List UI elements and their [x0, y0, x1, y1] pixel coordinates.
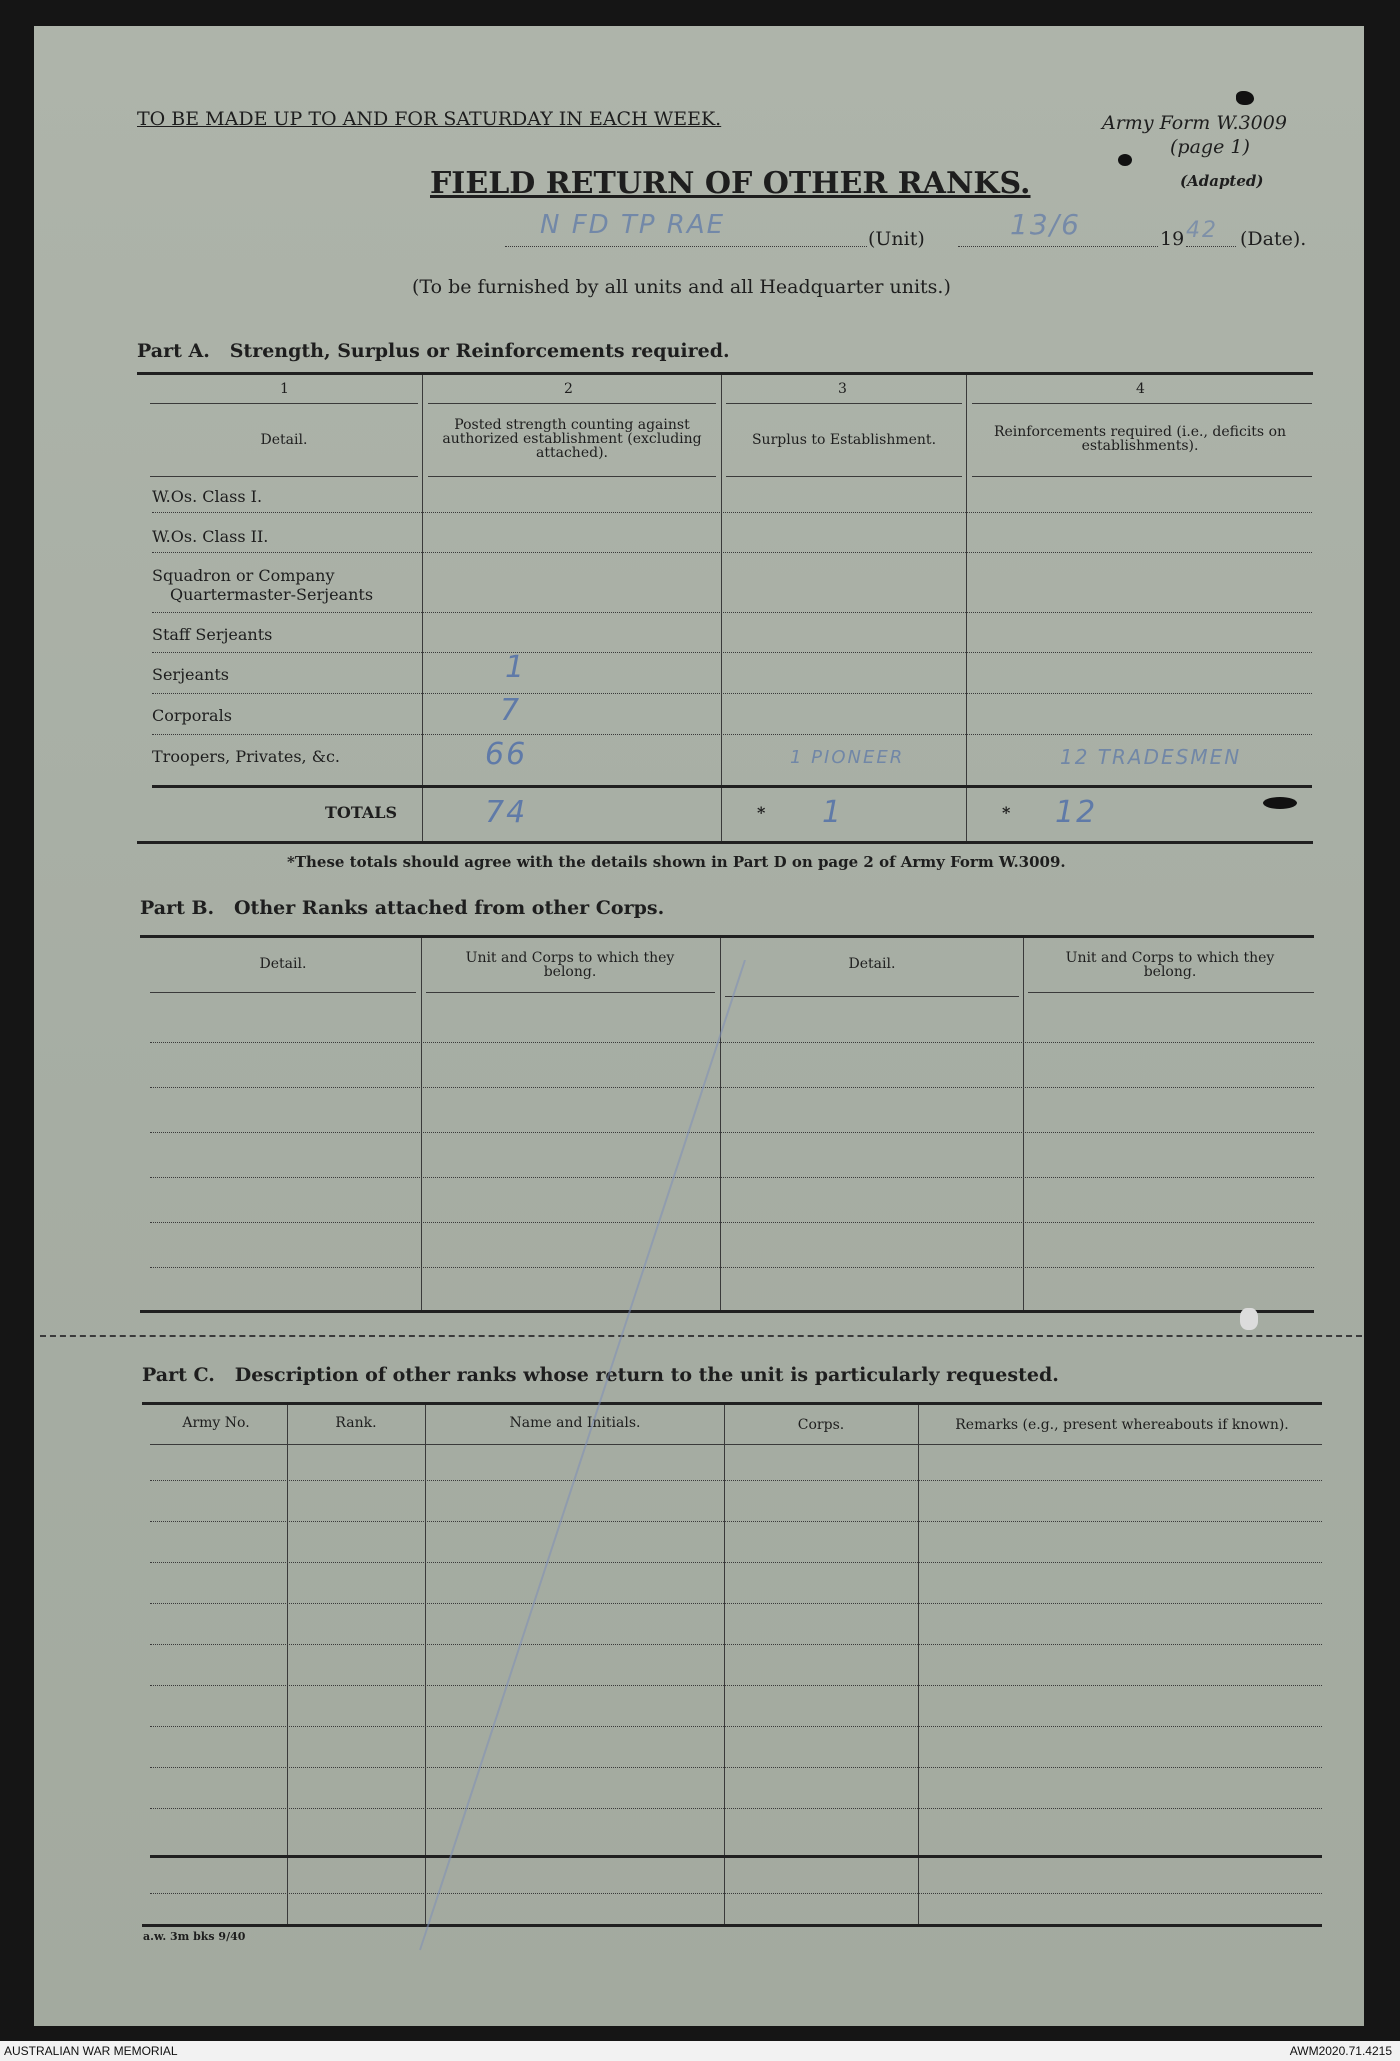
part-a-note: *These totals should agree with the details shown in Part D on page 2 of Army Form W.3009. [287, 853, 1066, 871]
ink-blot [1236, 91, 1254, 105]
posted-serjeants: 1 [505, 650, 527, 685]
part-b-heading: Part B. Other Ranks attached from other Corps. [140, 897, 665, 919]
year-dotted-line [1186, 246, 1236, 247]
part-c-col-line-4 [918, 1405, 919, 1925]
part-a-colnum-rule-2 [428, 403, 716, 404]
part-c-header-army-no: Army No. [182, 1415, 250, 1431]
part-a-row-rule [152, 693, 1312, 694]
adapted-label: (Adapted) [1180, 172, 1264, 190]
part-c-header-corps: Corps. [797, 1417, 845, 1433]
part-a-header-rule-1 [150, 476, 418, 477]
part-a-row-rule [152, 734, 1312, 735]
part-b-top-rule [140, 935, 1314, 938]
part-a-top-rule [137, 372, 1313, 375]
part-c-heading: Part C. Description of other ranks whose return to the unit is particularly requested. [142, 1364, 1059, 1386]
part-a-colnum-rule-4 [972, 403, 1312, 404]
posted-troopers: 66 [485, 737, 528, 772]
row-label-troopers: Troopers, Privates, &c. [152, 747, 341, 766]
totals-surplus-star: * [757, 803, 766, 822]
part-a-header-rule-3 [726, 476, 962, 477]
part-a-heading: Part A. Strength, Surplus or Reinforcements required. [137, 340, 730, 362]
form-page: (page 1) [1170, 136, 1250, 158]
part-a-col-line-1 [422, 375, 423, 843]
part-c-header-rank: Rank. [335, 1415, 377, 1431]
unit-label: (Unit) [868, 228, 925, 250]
part-c-header-name: Name and Initials. [509, 1415, 641, 1431]
row-label-corporals: Corporals [152, 706, 232, 725]
year-prefix: 19 [1160, 228, 1185, 250]
totals-label: TOTALS [325, 803, 398, 822]
part-a-colnum-4: 4 [1136, 381, 1145, 397]
year-handwritten: 42 [1186, 218, 1218, 243]
part-a-row-rule [152, 512, 1312, 513]
part-a-totals-rule [152, 785, 1312, 788]
date-dotted-line [958, 246, 1158, 247]
footer-archive-name: AUSTRALIAN WAR MEMORIAL [4, 2044, 178, 2058]
part-a-row-rule [152, 652, 1312, 653]
instruction-text: TO BE MADE UP TO AND FOR SATURDAY IN EACH WEEK. [137, 108, 722, 130]
part-a-header-rule-4 [972, 476, 1312, 477]
part-b-header-unit-corps-1: Unit and Corps to which they belong. [465, 950, 675, 980]
part-b-col-line-3 [1023, 938, 1024, 1310]
totals-surplus: 1 [822, 795, 844, 830]
furnished-note: (To be furnished by all units and all Headquarter units.) [412, 276, 951, 298]
part-a-col-line-2 [721, 375, 722, 843]
part-b-header-rule-4 [1028, 992, 1314, 993]
totals-posted: 74 [485, 795, 528, 830]
part-a-row-rule [152, 612, 1312, 613]
ink-blot [1263, 797, 1297, 809]
part-b-header-unit-corps-2: Unit and Corps to which they belong. [1065, 950, 1275, 980]
part-b-header-detail-1: Detail. [259, 956, 307, 972]
part-a-colnum-rule-3 [726, 403, 962, 404]
page-title: FIELD RETURN OF OTHER RANKS. [430, 166, 1031, 201]
part-b-header-detail-2: Detail. [848, 956, 896, 972]
date-handwritten: 13/6 [1010, 208, 1081, 241]
part-a-header-reinforcements: Reinforcements required (i.e., deficits on establishments). [993, 424, 1287, 454]
surplus-troopers: 1 PIONEER [790, 747, 905, 768]
part-a-header-rule-2 [428, 476, 716, 477]
footer-strip [0, 2041, 1400, 2061]
print-code: a.w. 3m bks 9/40 [143, 1930, 246, 1943]
part-a-bottom-rule [137, 841, 1313, 844]
date-label: (Date). [1240, 228, 1307, 250]
part-a-colnum-1: 1 [280, 381, 289, 397]
row-label-serjeants: Serjeants [152, 665, 229, 684]
part-a-header-surplus: Surplus to Establishment. [751, 432, 937, 448]
reinf-troopers: 12 TRADESMEN [1060, 745, 1242, 769]
pencil-stroke [400, 960, 760, 1960]
ink-blot [1240, 1308, 1258, 1330]
part-a-colnum-3: 3 [838, 381, 847, 397]
part-a-col-line-3 [966, 375, 967, 843]
unit-dotted-line [505, 246, 867, 247]
posted-corporals: 7 [500, 693, 522, 728]
row-label-staff-serjeants: Staff Serjeants [152, 625, 273, 644]
form-id: Army Form W.3009 [1102, 112, 1287, 134]
row-label-sqms-line2: Quartermaster-Serjeants [170, 585, 374, 604]
part-b-header-rule-1 [150, 992, 416, 993]
footer-catalogue-id: AWM2020.71.4215 [1289, 2044, 1392, 2058]
row-label-wo-class-2: W.Os. Class II. [152, 527, 269, 546]
part-a-row-rule [152, 552, 1312, 553]
unit-handwritten: N FD TP RAE [540, 210, 726, 240]
row-label-sqms-line1: Squadron or Company [152, 566, 335, 585]
part-a-header-posted: Posted strength counting against authorized establishment (excluding attached). [442, 417, 702, 461]
part-c-header-remarks: Remarks (e.g., present whereabouts if known). [955, 1417, 1289, 1433]
row-label-wo-class-1: W.Os. Class I. [152, 487, 263, 506]
ink-blot [1118, 154, 1132, 166]
totals-reinf-star: * [1002, 803, 1011, 822]
totals-reinf: 12 [1055, 795, 1098, 830]
part-b-header-rule-3 [725, 996, 1019, 997]
part-a-colnum-rule-1 [150, 403, 418, 404]
part-a-colnum-2: 2 [564, 381, 573, 397]
part-a-header-detail: Detail. [260, 432, 308, 448]
part-c-col-line-1 [287, 1405, 288, 1925]
